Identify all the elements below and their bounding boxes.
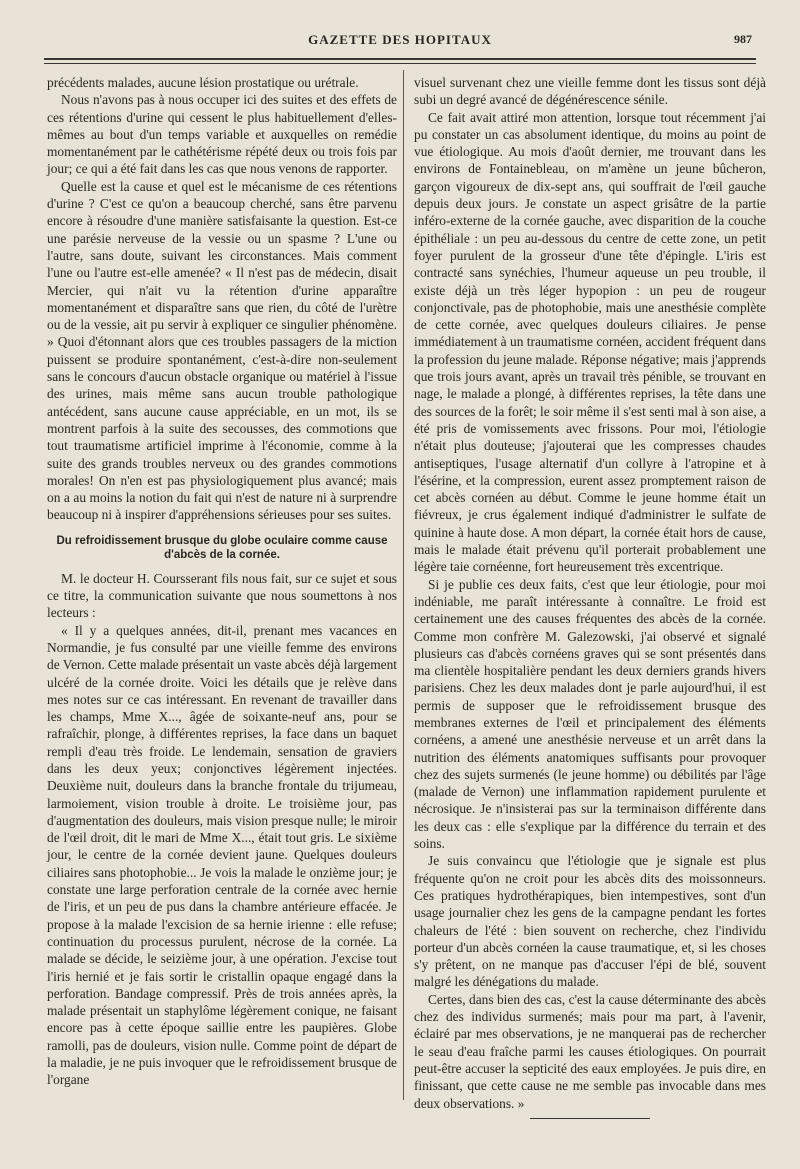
end-rule	[530, 1118, 650, 1119]
page-header	[0, 30, 800, 50]
paragraph: M. le docteur H. Coursserant fils nous fait, sur ce sujet et sous ce titre, la communication suivante que nous soumettons à nos lecteurs :	[47, 570, 397, 621]
column-divider	[403, 70, 404, 1100]
right-column	[414, 74, 766, 1119]
paragraph: Ce fait avait attiré mon attention, lorsque tout récemment j'ai pu constater un cas absolument identique, du moins au point de vue étiologique. Au mois d'août dernier, me trouvant dans les environs de Fontainebleau, on m'amène un jeune bûcheron, garçon vigoureux de dix-sept ans, qui souffrait de l'œil gauche depuis deux jours. Je constate un aspect grisâtre de la partie inféro-externe de la cornée gauche, avec disparition de la couche épithéliale : un peu au-dessous du centre de cette zone, un petit foyer purulent de la grosseur d'une tête d'épingle. L'iris est contracté sans synéchies, l'humeur aqueuse un peu trouble, il existe déjà un très léger hypopion : un peu de rougeur conjonctivale, pas de photophobie, mais une anesthésie complète de cette cornée, avec quelques douleurs ciliaires. Je pense immédiatement à un traumatisme cornéen, accident fréquent dans la profession du jeune malade. Réponse négative; mais j'apprends que trois jours avant, après un travail très pénible, se trouvant en nage, le malade a plongé, à différentes reprises, la tête dans une des sources de la forêt; le soir même il s'est senti mal à son aise, a été pris de vomissements avec frissons. Pour moi, l'étiologie n'était plus douteuse; j'ajouterai que les compresses chaudes antiseptiques, l'usage alternatif d'un collyre à l'atropine et à l'ésérine, et la compression, eurent assez promptement raison de cet abcès cornéen au début. Comme le jeune homme était un fiévreux, je crus également indiqué d'administrer le sulfate de quinine à haute dose. A mon départ, la cornée était hors de cause, mais le malade était prévenu qu'il porterait probablement une légère taie cornéenne, fort heureusement très excentrique.	[414, 109, 766, 575]
paragraph: visuel survenant chez une vieille femme dont les tissus sont déjà subi un degré avancé de dégénérescence sénile.	[414, 75, 766, 108]
left-column	[47, 74, 397, 1089]
header-rule	[44, 58, 756, 60]
paragraph: Nous n'avons pas à nous occuper ici des suites et des effets de ces rétentions d'urine qui cessent le plus habituellement d'elles-mêmes au bout d'un temps variable et auxquelles on remédie momentanément par le cathétérisme répété deux ou trois fois par jour; ce qui a été fait dans les cas que nous venons de rapporter.	[47, 92, 397, 177]
paragraph: Si je publie ces deux faits, c'est que leur étiologie, pour moi indéniable, me paraît intéressante à connaître. Le froid est certainement une des causes fréquentes des abcès de la cornée. Comme mon confrère M. Galezowski, j'ai observé et signalé plusieurs cas d'abcès cornéens graves qui se sont présentés dans ma clientèle hospitalière pendant les deux derniers grands hivers parisiens. Chez les deux malades dont je parle aujourd'hui, il est permis de supposer que le refroidissement brusque des membranes externes de l'œil et principalement des éléments cornéens, a amené une anesthésie nerveuse et un arrêt dans la nutrition des éléments anatomiques suffisants pour provoquer chez des sujets surmenés (le jeune homme) ou débilités par l'âge (malade de Vernon) une inflammation rapidement purulente et nécrosique. Je n'insisterai pas sur la terminaison différente dans les deux cas : elle s'explique par la différence du terrain et des soins.	[414, 576, 766, 852]
section-heading: Du refroidissement brusque du globe oculaire comme cause d'abcès de la cornée.	[56, 534, 388, 561]
paragraph: Certes, dans bien des cas, c'est la cause déterminante des abcès chez des individus surmenés; mais pour ma part, à l'avenir, éclairé par mes observations, je ne manquerai pas de rechercher le seau d'eau fraîche parmi les causes étiologiques. On pourrait peut-être accuser la septicité des eaux employées. Je puis dire, en finissant, que cette cause ne me semble pas invocable dans mes deux observations. »	[414, 991, 766, 1111]
paragraph: Je suis convaincu que l'étiologie que je signale est plus fréquente qu'on ne croit pour les abcès dits des moissonneurs. Ces pratiques hydrothérapiques, bien intempestives, sont d'un usage journalier chez les gens de la campagne pendant les fortes chaleurs de l'été : bien souvent on recherche, chez l'individu porteur d'un abcès cornéen la cause traumatique, et, si les choses s'y prêtent, on ne manque pas d'accuser l'épi de blé, souvent malgré les dénégations du malade.	[414, 853, 766, 990]
paragraph: Quelle est la cause et quel est le mécanisme de ces rétentions d'urine ? C'est ce qu'on a beaucoup cherché, sans être parvenu encore à résoudre d'une manière satisfaisante la question. Est-ce une parésie nerveuse de la vessie ou un spasme ? L'une ou l'autre, sans doute, suivant les circonstances. Mais comment l'une ou l'autre est-elle amenée? « Il n'est pas de médecin, disait Mercier, qui n'ait vu la rétention d'urine apparaître momentanément et disparaître sans que rien, du côté de l'urètre ou de la vessie, ait pu servir à expliquer ce singulier phénomène. » Quoi d'étonnant alors que ces troubles passagers de la miction puissent se produire spontanément, c'est-à-dire non-seulement sans le concours d'aucun obstacle organique ou matériel à l'issue des urines, mais même sans aucun trouble pathologique antécédent, sans aucune cause appréciable, en un mot, ils se montrent parfois à la suite des secousses, des commotions que tout traumatisme artificiel imprime à l'économie, comme à la suite des grands troubles nerveux ou des grandes commotions morales! On n'en est pas physiologiquement plus avancé; mais on a au moins la notion du fait qui n'est de nature ni à surprendre beaucoup ni à inspirer d'appréhensions sérieuses pour ses suites.	[47, 178, 397, 523]
journal-title: GAZETTE DES HOPITAUX	[308, 32, 492, 47]
paragraph: « Il y a quelques années, dit-il, prenant mes vacances en Normandie, je fus consulté par une vieille femme des environs de Vernon. Cette malade présentait un vaste abcès déjà largement ulcéré de la cornée droite. Voici les détails que je relève dans mes notes sur ce cas intéressant. En revenant de travailler dans les champs, Mme X..., âgée de soixante-neuf ans, pour se rafraîchir, plonge, à différentes reprises, la face dans un baquet rempli d'eau très froide. Le lendemain, sensation de graviers dans les deux yeux; conjonctives légèrement injectées. Deuxième nuit, douleurs dans la branche frontale du trijumeau, larmoiement, vision trouble à droite. Le troisième jour, pas d'augmentation des douleurs, mais vision presque nulle; le miroir de l'œil droit, dit le mari de Mme X..., était tout gris. Le sixième jour, le centre de la cornée devient jaune. Quelques douleurs ciliaires sans photophobie... Je vois la malade le onzième jour; je constate une large perforation centrale de la cornée avec hernie de l'iris, et un peu de pus dans la chambre antérieure effacée. Je propose à la malade l'excision de sa hernie irienne : elle refuse; continuation du processus purulent, nécrose de la cornée. La malade se décide, le seizième jour, à une opération. J'excise tout l'iris hernié et je fais sortir le cristallin opaque engagé dans la perforation. Bandage compressif. Près de trois années après, la malade présentait un staphylôme légèrement conique, ne faisant encore pas à cette époque saillie entre les paupières. Globe ramolli, pas de douleurs, vision nulle. Comme point de départ de la maladie, je ne puis invoquer que le refroidissement brusque de l'organe	[47, 622, 397, 1088]
paragraph: précédents malades, aucune lésion prostatique ou urétrale.	[47, 75, 359, 90]
page-number: 987	[734, 32, 752, 46]
header-rule-thin	[44, 63, 756, 64]
